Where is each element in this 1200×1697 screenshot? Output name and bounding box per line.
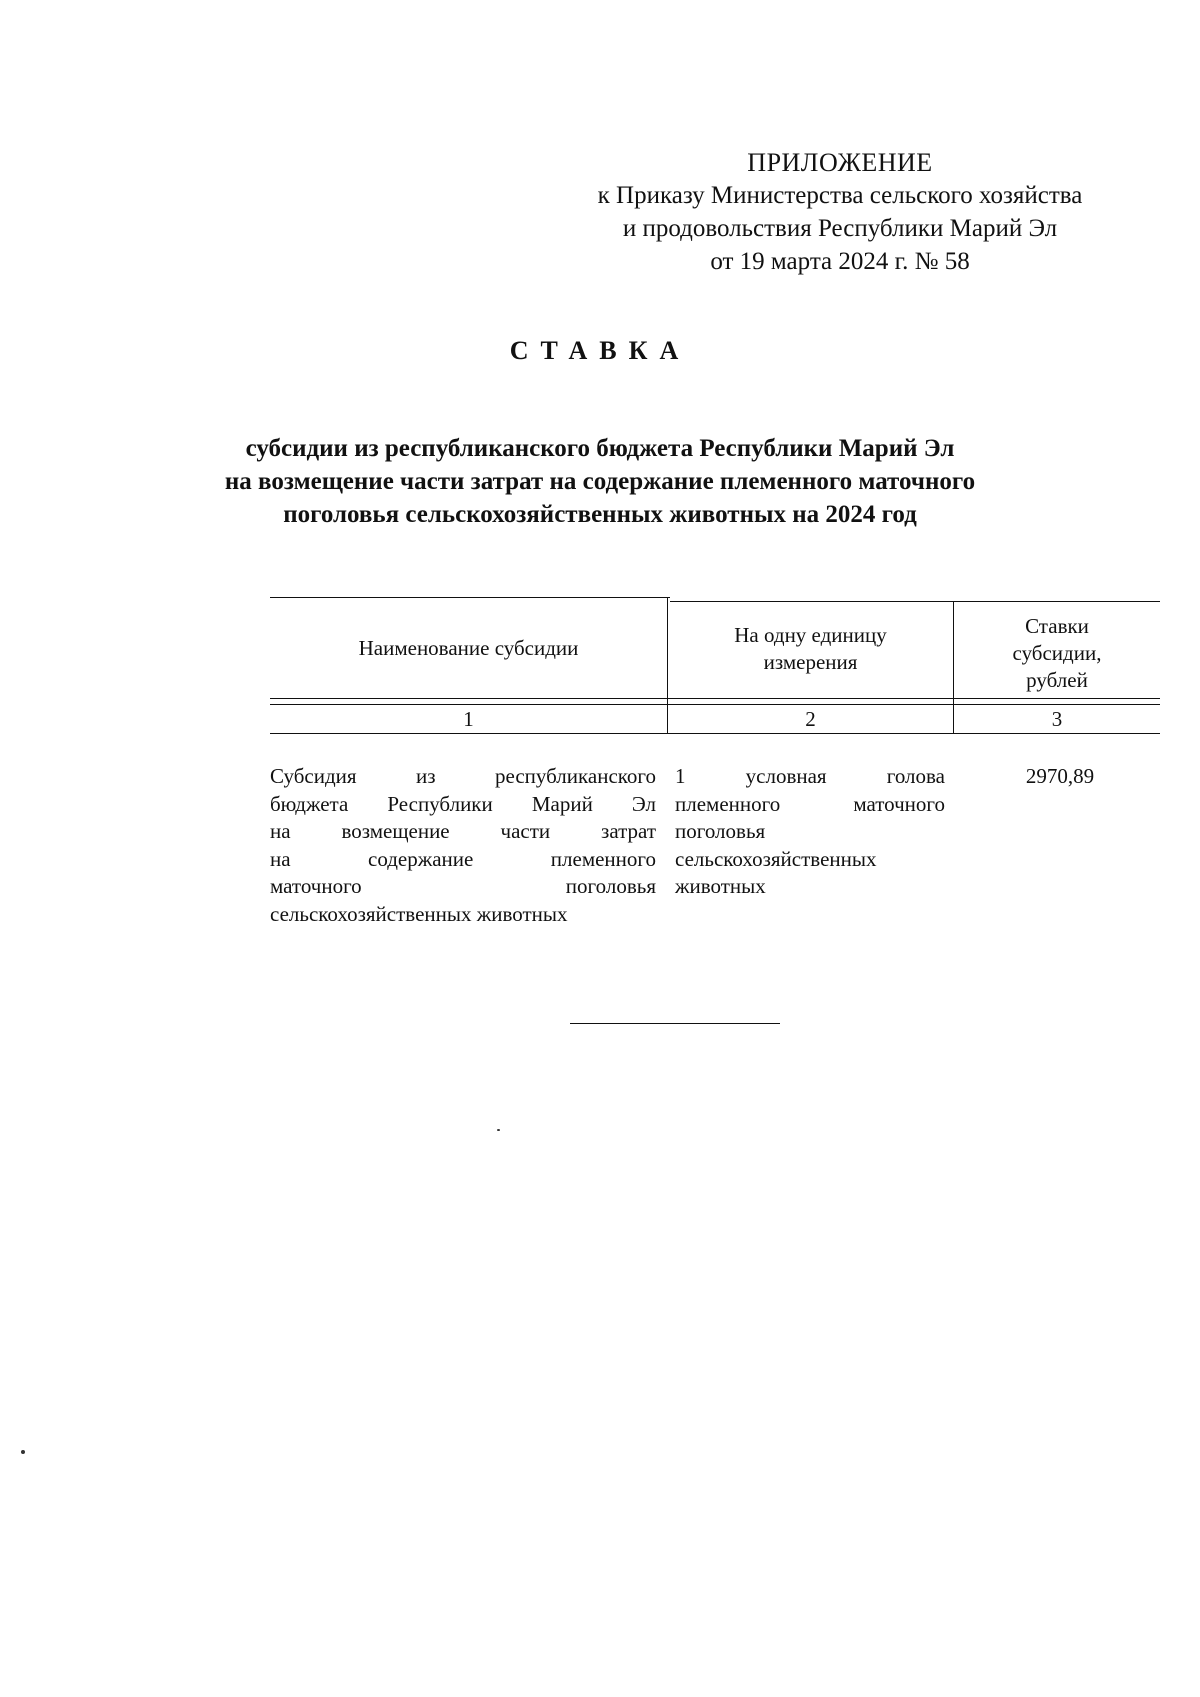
subtitle-line: поголовья сельскохозяйственных животных на 2024 год	[283, 501, 917, 528]
cell-text-line: Субсидия из республиканского	[270, 764, 656, 788]
header-rate-line: Ставки	[1025, 614, 1089, 638]
cell-text-line: на содержание племенного	[270, 846, 656, 871]
cell-text-line: сельскохозяйственных животных	[270, 901, 568, 926]
appendix-block	[540, 146, 1140, 278]
table-top-rule-left	[270, 597, 670, 598]
subtitle-line: субсидии из республиканского бюджета Республики Марий Эл	[245, 435, 955, 462]
rate-value-cell: 2970,89	[1025, 764, 1095, 788]
subtitle-line: на возмещение части затрат на содержание племенного маточного	[224, 468, 976, 495]
cell-text-line: 1 условная голова	[675, 764, 945, 788]
document-subtitle	[200, 432, 1000, 531]
appendix-line: и продовольствия Республики Марий Эл	[622, 215, 1058, 242]
subsidy-name-cell	[270, 763, 656, 928]
cell-text-line: поголовья	[675, 819, 766, 843]
table-header-rule-double	[270, 704, 1160, 705]
header-unit-line: На одну единицу	[734, 623, 887, 647]
header-rate-line: рублей	[1026, 668, 1088, 692]
cell-text-line: маточного поголовья	[270, 874, 656, 898]
header-subsidy-name: Наименование субсидии	[358, 636, 579, 660]
table-top-rule-right	[670, 601, 1160, 602]
column-number: 1	[463, 707, 474, 731]
appendix-date-line: от 19 марта 2024 г. № 58	[710, 248, 970, 275]
document-title: СТАВКА	[509, 336, 691, 365]
unit-cell	[675, 763, 945, 901]
cell-text-line: на возмещение части затрат	[270, 819, 656, 843]
scan-speck	[21, 1450, 25, 1454]
header-unit-line: измерения	[763, 650, 858, 674]
column-number: 2	[805, 707, 816, 731]
scan-speck	[497, 1129, 500, 1131]
table-header-rule	[270, 698, 1160, 699]
table-number-rule	[270, 733, 1160, 734]
appendix-heading: ПРИЛОЖЕНИЕ	[747, 148, 933, 177]
end-of-document-rule	[570, 1023, 780, 1024]
cell-text-line: животных	[675, 874, 766, 898]
appendix-line: к Приказу Министерства сельского хозяйства	[597, 182, 1083, 209]
cell-text-line: племенного маточного	[675, 791, 945, 816]
cell-text-line: сельскохозяйственных	[675, 846, 877, 871]
header-rate-line: субсидии,	[1012, 641, 1102, 665]
column-number: 3	[1051, 707, 1063, 731]
cell-text-line: бюджета Республики Марий Эл	[270, 791, 656, 816]
header-rate	[954, 613, 1160, 694]
header-unit	[668, 622, 953, 676]
